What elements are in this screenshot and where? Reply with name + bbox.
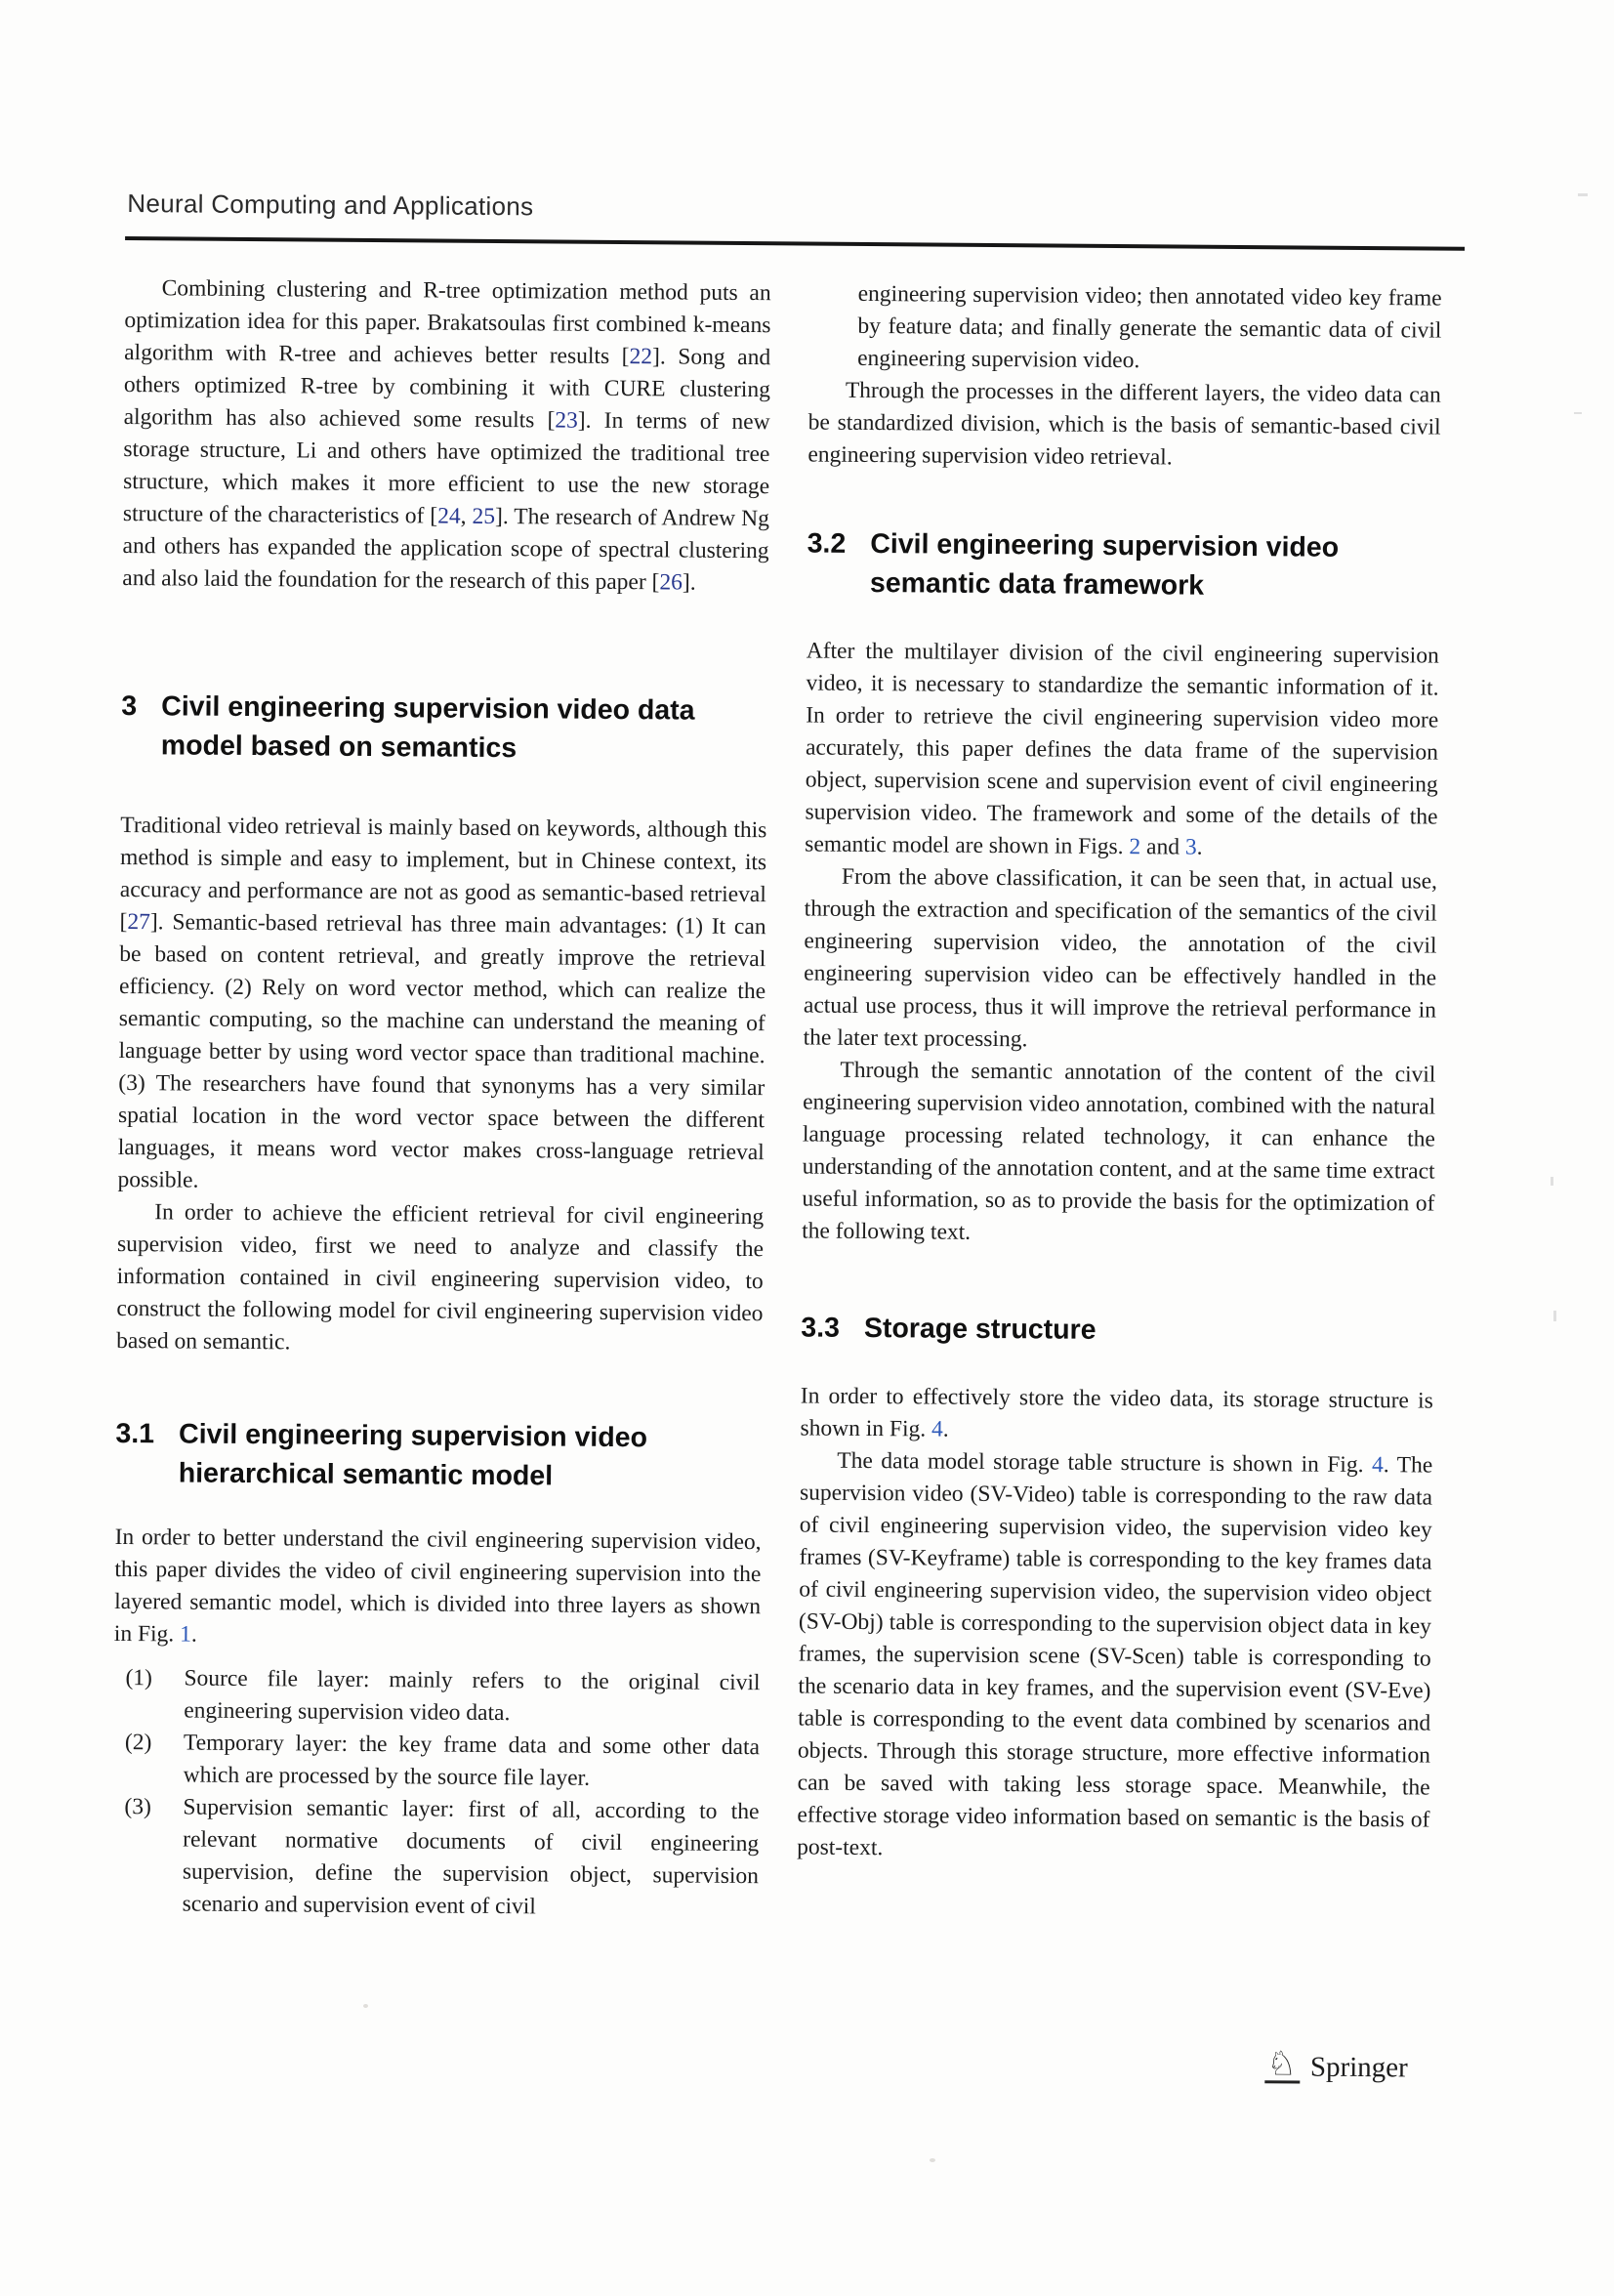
text-run: Traditional video retrieval is mainly based on keywords, although this method is simple and easy to implement, but in Chinese context, its accuracy and performance are not as good as semantic-based retrieval [ [119,812,767,936]
list-item [112,1791,760,1925]
figure-ref[interactable]: 1 [180,1621,191,1648]
section-title: Civil engineering supervision video hierarchical semantic model [178,1418,648,1492]
text-run: In order to effectively store the video data, its storage structure is shown in Fig. [800,1383,1433,1442]
paragraph-data-framework [805,636,1439,866]
text-run: . [1196,834,1203,860]
citation-ref[interactable]: 27 [127,909,151,936]
springer-logo [1264,2044,1408,2084]
list-item-text [183,1792,760,1926]
paragraph-storage-intro [800,1380,1432,1449]
list-item-number: (1) [125,1665,153,1691]
scan-artifact [1553,1311,1556,1321]
section-number: 3.3 [801,1312,841,1344]
paragraph-annotation-nlp [802,1054,1436,1252]
list-item-text [184,1728,761,1797]
text-run: From the above classification, it can be seen that, in actual use, through the extraction and specification of the semantics of the civil engineering supervision video, the annotation of the civil engineering supervision video can be effectively handled in the actual use process, thus it will improve the retrieval performance in the later text processing. [803,863,1438,1053]
text-run: ]. In terms of new storage structure, Li and others have optimized the traditional tree structure, which makes it more efficient to use the new storage structure of the characteristics of [ [122,407,770,529]
figure-ref[interactable]: 4 [1371,1452,1384,1479]
scan-artifact [363,2004,368,2008]
list-item-number: (2) [124,1730,152,1756]
section-heading-3-1 [115,1414,763,1497]
section-title: Civil engineering supervision video data model based on semantics [160,690,695,765]
text-run: In order to achieve the efficient retrieval for civil engineering supervision video, first we need to analyze and classify the information contained in civil engineering supervision video, to construct the following model for civil engineering supervision video based on semantic. [116,1199,765,1356]
text-run: ]. The research of Andrew Ng and others has expanded the application scope of spectral clustering and also laid the foundation for the research of this paper [ [122,503,769,596]
section-title: Storage structure [863,1312,1097,1346]
paragraph-retrieval-goal [116,1196,764,1362]
section-number: 3 [121,689,138,723]
citation-ref[interactable]: 24 [437,503,461,529]
text-run: After the multilayer division of the civil engineering supervision video, it is necessary to standardize the semantic information of it. In order to retrieve the civil engineering supervision video more accurately, this paper defines the data frame of the supervision object, supervision scene and supervision event of civil engineering supervision video. The framework and some of the details of the semantic model are shown in Figs. [805,638,1439,860]
figure-ref[interactable]: 2 [1129,834,1141,860]
paragraph-semantic-retrieval [117,810,766,1201]
section-number: 3.1 [115,1417,155,1450]
text-run: and [1140,834,1185,860]
text-run: , [460,503,473,529]
text-run: ]. Song and others optimized R-tree by combining it with CURE clustering algorithm has also achieved some results [ [123,344,771,434]
springer-wordmark: Springer [1309,2051,1408,2084]
springer-knight-frame [1264,2044,1301,2084]
section-heading-3-2 [807,524,1440,607]
text-run: . [190,1621,197,1648]
citation-ref[interactable]: 22 [629,344,653,370]
text-run: Source file layer: mainly refers to the original civil engineering supervision video data. [184,1665,761,1727]
figure-ref[interactable]: 3 [1184,834,1197,860]
text-run: engineering supervision video; then annotated video key frame by feature data; and finally generate the semantic data of civil engineering supervision video. [857,280,1442,374]
scan-artifact [1578,193,1588,196]
paragraph-list-continuation [808,278,1442,380]
section-heading-3-3 [801,1308,1433,1352]
paragraph-related-work [122,272,771,600]
citation-ref[interactable]: 25 [472,503,496,529]
text-run: Supervision semantic layer: first of all, according to the relevant normative documents of civil engineering supervision, define the supervision object, supervision scenario and supervision event of civil [182,1794,760,1920]
springer-knight-icon: ♘ [1266,2044,1298,2084]
paragraph-storage-tables [797,1444,1432,1868]
right-column [797,278,1442,1869]
list-item-text [184,1663,761,1732]
text-run: . The supervision video (SV-Video) table is corresponding to the raw data of civil engineering supervision video, the supervision video key frames (SV-Keyframe) table is corresponding to the key frames data of civil engineering supervision video, the supervision video object (SV-Obj) table is corresponding to the supervision object data in key frames, the supervision scene (SV-Scen) table is corresponding to the scenario data in key frames, and the supervision event (SV-Eve) table is corresponding to the event data combined by scenarios and objects. Through this storage structure, more effective information can be saved with taking less storage space. Meanwhile, the effective storage video information based on semantic is the basis of post-text. [797,1452,1433,1861]
list-item [113,1662,760,1732]
scan-artifact [1551,1177,1553,1186]
scan-artifact [930,2158,935,2162]
list-item-number: (3) [124,1794,151,1820]
text-run: Through the processes in the different layers, the video data can be standardized division, which is the basis of semantic-based civil engineering supervision video retrieval. [807,377,1441,471]
section-heading-3 [121,687,768,770]
section-number: 3.2 [807,527,847,560]
journal-header-title: Neural Computing and Applications [127,188,534,222]
text-run: In order to better understand the civil engineering supervision video, this paper divides the video of civil engineering supervision into the layered semantic model, which is divided into three layers as shown in Fig. [113,1524,762,1648]
text-run: . [942,1416,949,1442]
section-title: Civil engineering supervision video semantic data framework [869,528,1340,602]
paragraph-layered-model [114,1522,762,1655]
layer-list [112,1662,761,1925]
text-run: ]. [682,569,696,596]
paragraph-classification [804,860,1438,1059]
scan-artifact [1574,412,1582,414]
list-item [113,1727,760,1796]
citation-ref[interactable]: 26 [659,569,683,596]
text-run: Temporary layer: the key frame data and some other data which are processed by the source file layer. [183,1730,761,1791]
text-run: ]. Semantic-based retrieval has three main advantages: (1) It can be based on content retrieval, and greatly improve the retrieval efficiency. (2) Rely on word vector method, which can realize the semantic computing, so the machine can understand the meaning of language better by using word vector space than traditional machine. (3) The researchers have found that synonyms has a very similar spatial location in the word vector space between the different languages, it means word vector makes cross-language retrieval possible. [117,909,766,1193]
left-column [112,272,771,1925]
text-run: Through the semantic annotation of the content of the civil engineering supervision video annotation, combined with the natural language processing related technology, it can enhance the understanding of the annotation content, and at the same time extract useful information, so as to provide the basis for the optimization of the following text. [802,1057,1436,1245]
paragraph-standardized-division [807,375,1441,477]
figure-ref[interactable]: 4 [931,1416,943,1442]
header-rule [125,236,1465,251]
citation-ref[interactable]: 23 [555,407,578,434]
text-run: The data model storage table structure is shown in Fig. [837,1447,1373,1479]
text-run: Combining clustering and R-tree optimization method puts an optimization idea for this paper. Brakatsoulas first combined k-means algorithm with R-tree and achieves better results [ [124,275,771,370]
